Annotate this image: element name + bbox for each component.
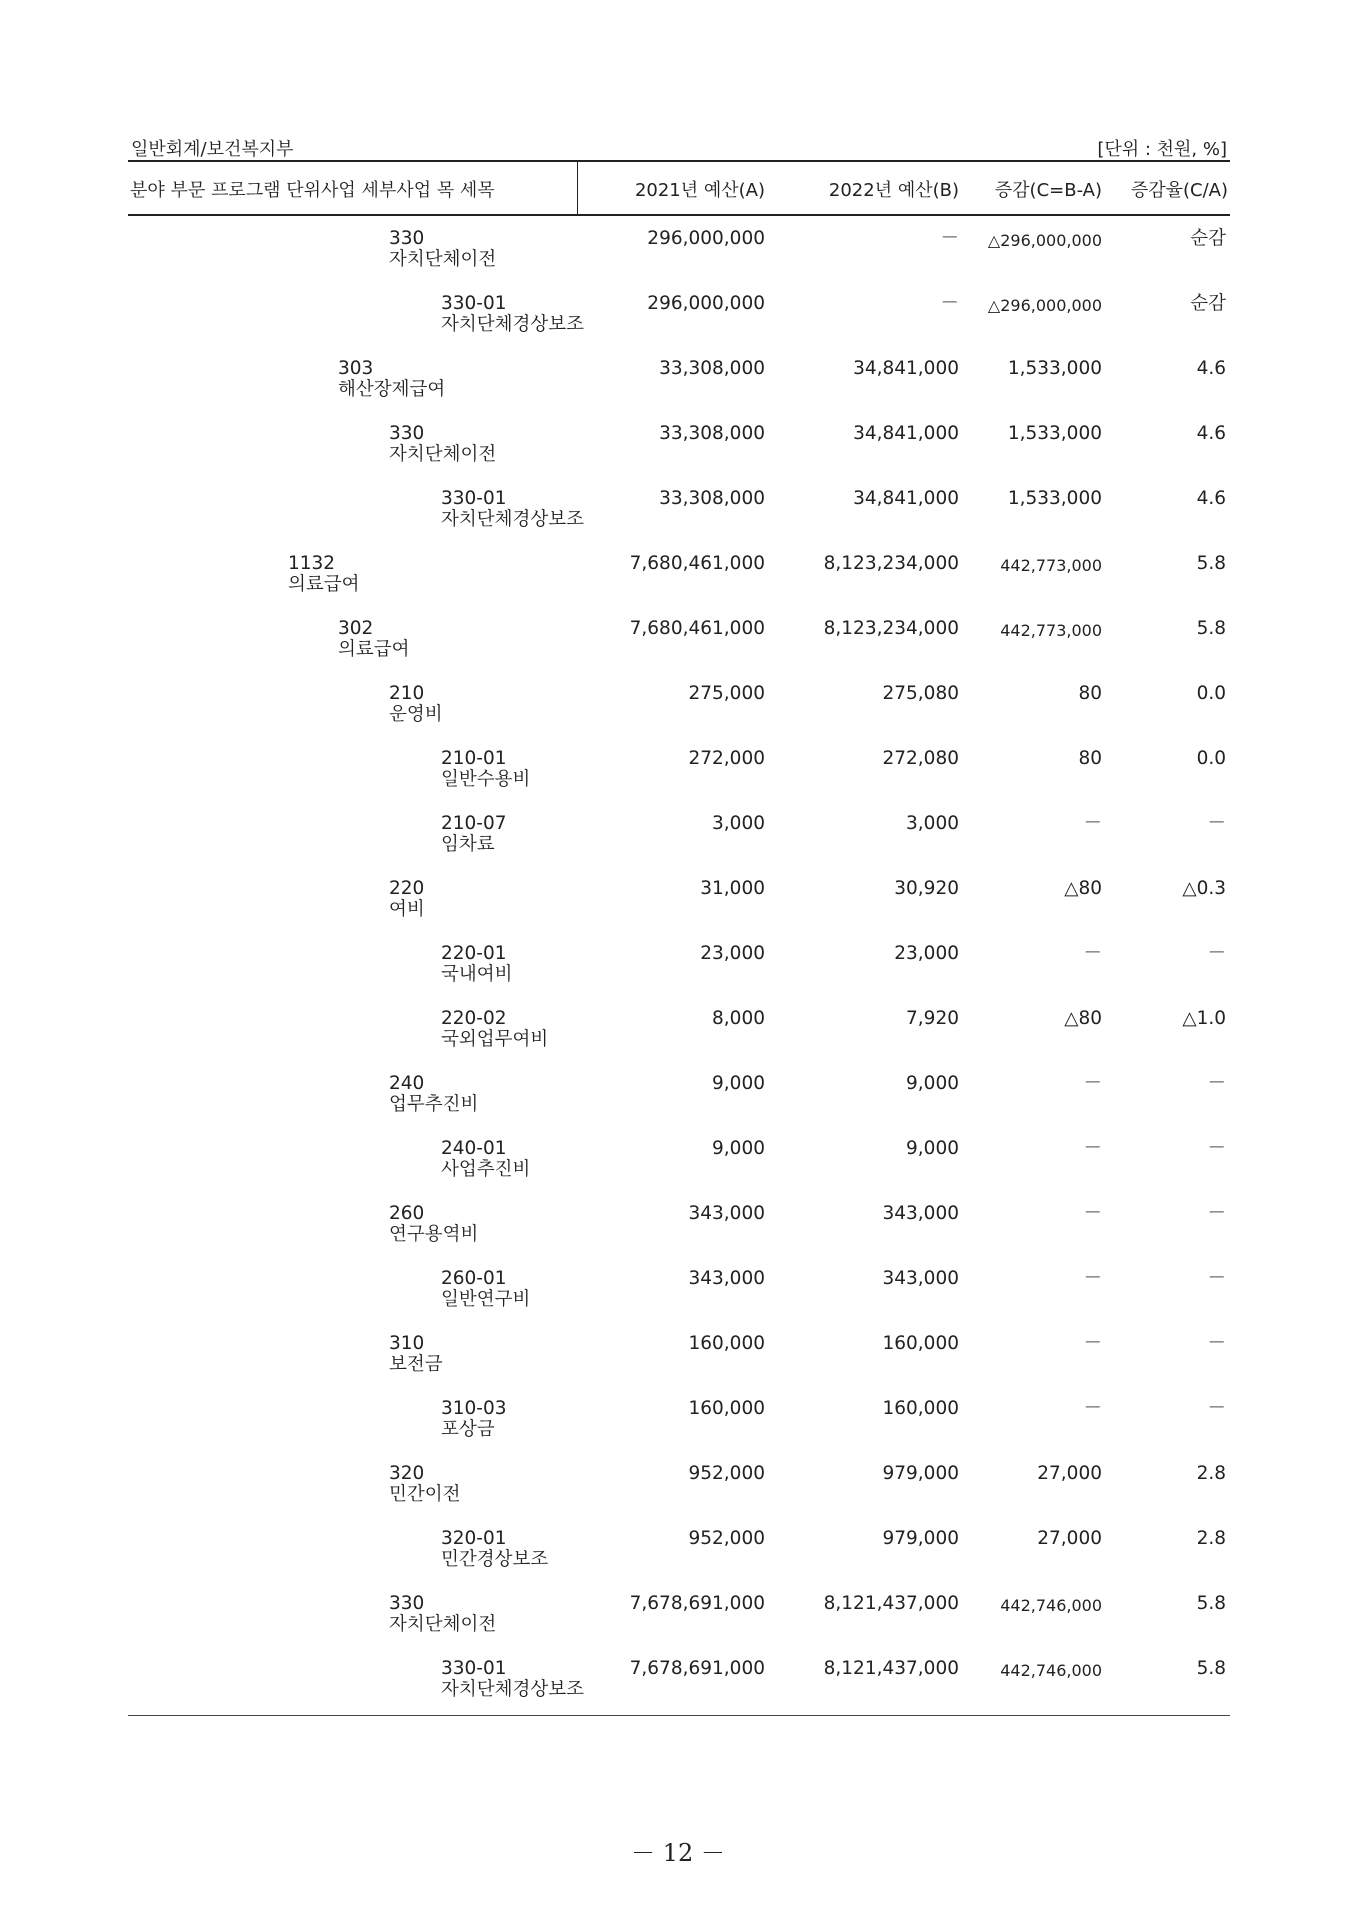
- row-item-name: 자치단체이전: [389, 444, 497, 465]
- budget-2022-value: 979,000: [882, 1463, 959, 1484]
- change-value: －: [1083, 1268, 1102, 1289]
- row-code: 302: [338, 618, 374, 639]
- rate-value: －: [1207, 1268, 1226, 1289]
- row-item-name: 임차료: [441, 834, 495, 855]
- table-row: [128, 1256, 1230, 1321]
- budget-2021-value: 7,680,461,000: [629, 553, 765, 574]
- row-item-name: 의료급여: [338, 639, 410, 660]
- header-rate: 증감율(C/A): [1130, 180, 1228, 201]
- rate-value: 2.8: [1196, 1528, 1226, 1549]
- rate-value: 2.8: [1196, 1463, 1226, 1484]
- row-classification: [441, 748, 530, 790]
- rate-value: 순감: [1190, 293, 1226, 314]
- row-classification: [338, 618, 409, 660]
- row-classification: [441, 943, 512, 985]
- row-classification: [441, 488, 584, 530]
- table-row: [128, 1126, 1230, 1191]
- row-code: 210-07: [441, 813, 507, 834]
- unit-label: [단위 : 천원, %]: [1097, 139, 1227, 160]
- table-row: [128, 866, 1230, 931]
- row-classification: [441, 1008, 548, 1050]
- row-item-name: 연구용역비: [389, 1224, 479, 1245]
- budget-2022-value: 7,920: [906, 1008, 959, 1029]
- row-item-name: 자치단체이전: [389, 1614, 497, 1635]
- change-value: 80: [1078, 683, 1102, 704]
- row-code: 320: [389, 1463, 425, 1484]
- change-value: －: [1083, 1333, 1102, 1354]
- rate-value: 5.8: [1196, 1658, 1226, 1679]
- table-row: [128, 801, 1230, 866]
- row-code: 1132: [288, 553, 336, 574]
- budget-2021-value: 272,000: [688, 748, 765, 769]
- change-value: △80: [1064, 1008, 1102, 1029]
- rate-value: －: [1207, 1333, 1226, 1354]
- row-classification: [389, 1203, 478, 1245]
- row-item-name: 민간이전: [389, 1484, 461, 1505]
- row-item-name: 여비: [389, 899, 425, 920]
- table-body: [128, 216, 1230, 1711]
- table-row: [128, 411, 1230, 476]
- row-classification: [441, 813, 507, 855]
- row-classification: [389, 878, 425, 920]
- budget-2021-value: 952,000: [688, 1463, 765, 1484]
- row-item-name: 의료급여: [288, 574, 360, 595]
- row-item-name: 자치단체이전: [389, 249, 497, 270]
- change-value: －: [1083, 1398, 1102, 1419]
- change-value: －: [1083, 1203, 1102, 1224]
- change-value: 442,773,000: [1000, 556, 1102, 575]
- row-code: 310: [389, 1333, 425, 1354]
- header-change: 증감(C=B-A): [994, 180, 1102, 201]
- budget-table: [128, 160, 1230, 1711]
- table-row: [128, 1061, 1230, 1126]
- budget-2022-value: 160,000: [882, 1333, 959, 1354]
- row-classification: [389, 1073, 478, 1115]
- change-value: 1,533,000: [1007, 423, 1102, 444]
- budget-2022-value: 23,000: [894, 943, 959, 964]
- row-item-name: 자치단체경상보조: [441, 1679, 584, 1700]
- table-row: [128, 671, 1230, 736]
- table-row: [128, 541, 1230, 606]
- table-row: [128, 1321, 1230, 1386]
- row-item-name: 일반수용비: [441, 769, 531, 790]
- budget-2021-value: 23,000: [700, 943, 765, 964]
- rate-value: －: [1207, 813, 1226, 834]
- budget-2022-value: －: [940, 228, 959, 249]
- rate-value: 5.8: [1196, 618, 1226, 639]
- row-item-name: 국내여비: [441, 964, 513, 985]
- budget-2022-value: 3,000: [906, 813, 959, 834]
- row-item-name: 일반연구비: [441, 1289, 531, 1310]
- change-value: －: [1083, 943, 1102, 964]
- budget-2022-value: 30,920: [894, 878, 959, 899]
- rate-value: 4.6: [1196, 423, 1226, 444]
- table-row: [128, 1451, 1230, 1516]
- change-value: 80: [1078, 748, 1102, 769]
- rate-value: △1.0: [1182, 1008, 1226, 1029]
- row-classification: [441, 1528, 548, 1570]
- budget-2022-value: 8,121,437,000: [823, 1593, 959, 1614]
- table-caption: [128, 135, 1230, 159]
- row-code: 330-01: [441, 488, 507, 509]
- row-item-name: 운영비: [389, 704, 443, 725]
- budget-2022-value: 34,841,000: [853, 423, 959, 444]
- row-item-name: 민간경상보조: [441, 1549, 549, 1570]
- row-classification: [389, 423, 496, 465]
- budget-2021-value: 160,000: [688, 1398, 765, 1419]
- row-classification: [389, 683, 443, 725]
- row-code: 330: [389, 423, 425, 444]
- row-item-name: 포상금: [441, 1419, 495, 1440]
- budget-2021-value: 31,000: [700, 878, 765, 899]
- budget-2022-value: 275,080: [882, 683, 959, 704]
- table-row: [128, 1516, 1230, 1581]
- budget-2022-value: 979,000: [882, 1528, 959, 1549]
- table-bottom-rule: [128, 1715, 1230, 1716]
- rate-value: △0.3: [1182, 878, 1226, 899]
- budget-2022-value: 8,123,234,000: [823, 553, 959, 574]
- rate-value: －: [1207, 1073, 1226, 1094]
- header-classification: 분야 부문 프로그램 단위사업 세부사업 목 세목: [130, 180, 495, 201]
- row-item-name: 자치단체경상보조: [441, 509, 584, 530]
- budget-2022-value: 343,000: [882, 1203, 959, 1224]
- row-code: 220-01: [441, 943, 507, 964]
- rate-value: －: [1207, 1138, 1226, 1159]
- account-title: 일반회계/보건복지부: [131, 139, 294, 160]
- budget-2021-value: 343,000: [688, 1268, 765, 1289]
- row-classification: [441, 1268, 530, 1310]
- budget-2022-value: 34,841,000: [853, 358, 959, 379]
- table-row: [128, 1191, 1230, 1256]
- change-value: 27,000: [1037, 1528, 1102, 1549]
- row-code: 240: [389, 1073, 425, 1094]
- budget-2021-value: 275,000: [688, 683, 765, 704]
- row-classification: [338, 358, 445, 400]
- change-value: △296,000,000: [987, 296, 1102, 315]
- change-value: －: [1083, 813, 1102, 834]
- budget-2022-value: －: [940, 293, 959, 314]
- budget-2021-value: 952,000: [688, 1528, 765, 1549]
- budget-2022-value: 272,080: [882, 748, 959, 769]
- rate-value: 순감: [1190, 228, 1226, 249]
- rate-value: 5.8: [1196, 553, 1226, 574]
- row-item-name: 보전금: [389, 1354, 443, 1375]
- change-value: －: [1083, 1073, 1102, 1094]
- row-code: 303: [338, 358, 374, 379]
- row-code: 220: [389, 878, 425, 899]
- header-budget-2021: 2021년 예산(A): [634, 180, 765, 201]
- row-code: 320-01: [441, 1528, 507, 1549]
- budget-2022-value: 343,000: [882, 1268, 959, 1289]
- change-value: 1,533,000: [1007, 488, 1102, 509]
- table-row: [128, 996, 1230, 1061]
- row-code: 210: [389, 683, 425, 704]
- row-classification: [389, 1593, 496, 1635]
- budget-2022-value: 160,000: [882, 1398, 959, 1419]
- row-item-name: 해산장제급여: [338, 379, 446, 400]
- rate-value: 5.8: [1196, 1593, 1226, 1614]
- budget-2021-value: 7,678,691,000: [629, 1658, 765, 1679]
- row-classification: [441, 293, 584, 335]
- rate-value: 0.0: [1196, 748, 1226, 769]
- change-value: －: [1083, 1138, 1102, 1159]
- budget-2022-value: 8,123,234,000: [823, 618, 959, 639]
- change-value: 27,000: [1037, 1463, 1102, 1484]
- budget-2021-value: 7,680,461,000: [629, 618, 765, 639]
- budget-2021-value: 9,000: [712, 1073, 765, 1094]
- budget-2021-value: 343,000: [688, 1203, 765, 1224]
- budget-2021-value: 3,000: [712, 813, 765, 834]
- budget-2022-value: 8,121,437,000: [823, 1658, 959, 1679]
- row-code: 260-01: [441, 1268, 507, 1289]
- row-item-name: 자치단체경상보조: [441, 314, 584, 335]
- rate-value: －: [1207, 1203, 1226, 1224]
- budget-2021-value: 296,000,000: [647, 228, 765, 249]
- row-item-name: 사업추진비: [441, 1159, 531, 1180]
- row-code: 330: [389, 228, 425, 249]
- row-item-name: 업무추진비: [389, 1094, 479, 1115]
- row-code: 240-01: [441, 1138, 507, 1159]
- change-value: 1,533,000: [1007, 358, 1102, 379]
- budget-2021-value: 33,308,000: [659, 358, 765, 379]
- rate-value: 4.6: [1196, 358, 1226, 379]
- budget-2021-value: 33,308,000: [659, 423, 765, 444]
- page-number: － 12 －: [631, 1839, 725, 1867]
- budget-2022-value: 9,000: [906, 1138, 959, 1159]
- row-code: 310-03: [441, 1398, 507, 1419]
- table-row: [128, 216, 1230, 281]
- row-code: 220-02: [441, 1008, 507, 1029]
- change-value: 442,746,000: [1000, 1661, 1102, 1680]
- table-row: [128, 281, 1230, 346]
- budget-2021-value: 9,000: [712, 1138, 765, 1159]
- table-row: [128, 931, 1230, 996]
- rate-value: 4.6: [1196, 488, 1226, 509]
- table-row: [128, 346, 1230, 411]
- row-classification: [389, 228, 496, 270]
- rate-value: －: [1207, 943, 1226, 964]
- row-code: 330-01: [441, 1658, 507, 1679]
- change-value: 442,746,000: [1000, 1596, 1102, 1615]
- budget-2022-value: 34,841,000: [853, 488, 959, 509]
- row-code: 330: [389, 1593, 425, 1614]
- row-classification: [389, 1333, 443, 1375]
- row-code: 260: [389, 1203, 425, 1224]
- budget-2021-value: 160,000: [688, 1333, 765, 1354]
- budget-2021-value: 296,000,000: [647, 293, 765, 314]
- row-classification: [288, 553, 359, 595]
- header-budget-2022: 2022년 예산(B): [828, 180, 959, 201]
- table-row: [128, 1581, 1230, 1646]
- budget-2021-value: 8,000: [712, 1008, 765, 1029]
- change-value: 442,773,000: [1000, 621, 1102, 640]
- table-header: [128, 160, 1230, 216]
- rate-value: －: [1207, 1398, 1226, 1419]
- row-classification: [389, 1463, 460, 1505]
- row-classification: [441, 1138, 530, 1180]
- budget-2021-value: 7,678,691,000: [629, 1593, 765, 1614]
- budget-2021-value: 33,308,000: [659, 488, 765, 509]
- table-row: [128, 736, 1230, 801]
- table-row: [128, 476, 1230, 541]
- row-code: 210-01: [441, 748, 507, 769]
- row-classification: [441, 1398, 507, 1440]
- header-divider: [577, 162, 578, 214]
- row-item-name: 국외업무여비: [441, 1029, 549, 1050]
- row-code: 330-01: [441, 293, 507, 314]
- rate-value: 0.0: [1196, 683, 1226, 704]
- table-row: [128, 1646, 1230, 1711]
- budget-2022-value: 9,000: [906, 1073, 959, 1094]
- row-classification: [441, 1658, 584, 1700]
- table-row: [128, 606, 1230, 671]
- change-value: △80: [1064, 878, 1102, 899]
- change-value: △296,000,000: [987, 231, 1102, 250]
- table-row: [128, 1386, 1230, 1451]
